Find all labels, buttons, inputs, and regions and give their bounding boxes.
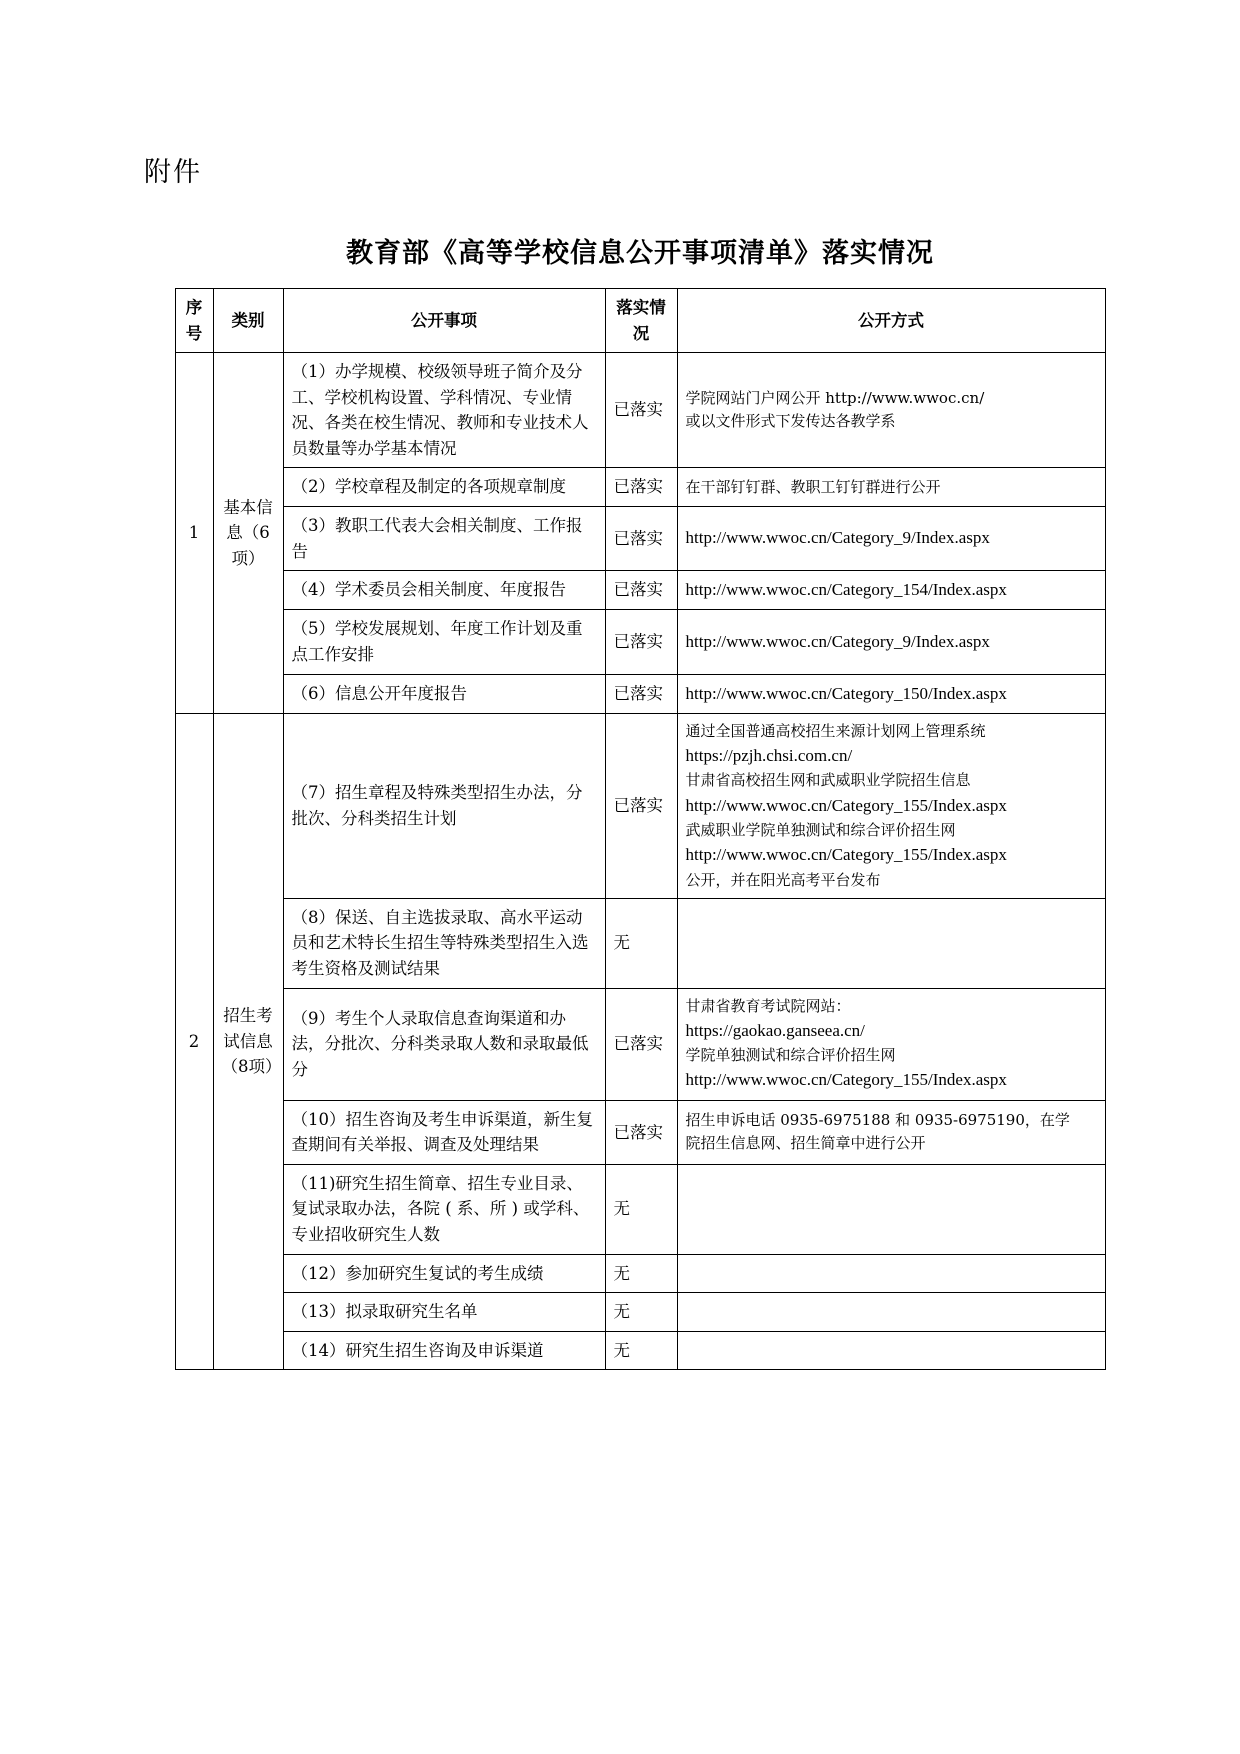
column-header-category: 类别 [213, 289, 283, 353]
method-text: 甘肃省高校招生网和武威职业学院招生信息 [685, 771, 971, 790]
disclosure-item: （4）学术委员会相关制度、年度报告 [283, 571, 605, 610]
column-header-status: 落实情况 [605, 289, 677, 353]
status-badge: 已落实 [605, 713, 677, 898]
disclosure-item: （2）学校章程及制定的各项规章制度 [283, 468, 605, 507]
disclosure-method [677, 468, 1105, 507]
status-badge: 已落实 [605, 674, 677, 713]
disclosure-method [677, 1293, 1105, 1332]
status-badge: 无 [605, 1254, 677, 1293]
table-row [175, 506, 1105, 570]
status-badge: 已落实 [605, 506, 677, 570]
disclosure-item: （13）拟录取研究生名单 [283, 1293, 605, 1332]
column-header-method: 公开方式 [677, 289, 1105, 353]
method-text: 公开，并在阳光高考平台发布 [685, 870, 881, 889]
table-row [175, 353, 1105, 468]
table-header [175, 289, 1105, 353]
status-badge: 已落实 [605, 988, 677, 1100]
table-row [175, 674, 1105, 713]
table-row [175, 1254, 1105, 1293]
disclosure-item: （6）信息公开年度报告 [283, 674, 605, 713]
disclosure-item: （12）参加研究生复试的考生成绩 [283, 1254, 605, 1293]
table-row [175, 571, 1105, 610]
method-text: 通过全国普通高校招生来源计划网上管理系统 [685, 721, 986, 740]
disclosure-item: （5）学校发展规划、年度工作计划及重点工作安排 [283, 610, 605, 674]
status-badge: 已落实 [605, 1100, 677, 1164]
status-badge: 已落实 [605, 571, 677, 610]
disclosure-method [677, 506, 1105, 570]
disclosure-item: （8）保送、自主选拔录取、高水平运动员和艺术特长生招生等特殊类型招生入选考生资格及测试结果 [283, 898, 605, 988]
method-url[interactable]: http://www.wwoc.cn/Category_155/Index.aspx [685, 1070, 1007, 1090]
disclosure-method [677, 1331, 1105, 1370]
row-number: 1 [175, 353, 213, 714]
column-header-item: 公开事项 [283, 289, 605, 353]
table-row [175, 988, 1105, 1100]
row-number: 2 [175, 713, 213, 1369]
disclosure-method [677, 674, 1105, 713]
status-badge: 无 [605, 1164, 677, 1254]
disclosure-item: （1）办学规模、校级领导班子简介及分工、学校机构设置、学科情况、专业情况、各类在校生情况、教师和专业技术人员数量等办学基本情况 [283, 353, 605, 468]
table-row [175, 898, 1105, 988]
method-url[interactable]: http://www.wwoc.cn/Category_155/Index.aspx [685, 845, 1007, 865]
status-badge: 无 [605, 1331, 677, 1370]
disclosure-method [677, 1100, 1105, 1164]
method-url[interactable]: http://www.wwoc.cn/Category_9/Index.aspx [685, 631, 990, 651]
disclosure-item: （9）考生个人录取信息查询渠道和办法，分批次、分科类录取人数和录取最低分 [283, 988, 605, 1100]
method-text: 或以文件形式下发传达各教学系 [685, 412, 896, 431]
row-category: 基本信息（6项） [213, 353, 283, 714]
disclosure-method [677, 610, 1105, 674]
table-row [175, 1331, 1105, 1370]
column-header-no: 序号 [175, 289, 213, 353]
table-row [175, 468, 1105, 507]
method-text: 武威职业学院单独测试和综合评价招生网 [685, 821, 956, 840]
attachment-label: 附件 [144, 157, 202, 188]
disclosure-method [677, 713, 1105, 898]
method-text: 院招生信息网、招生简章中进行公开 [685, 1134, 926, 1153]
disclosure-method [677, 353, 1105, 468]
method-url[interactable]: http://www.wwoc.cn/Category_9/Index.aspx [685, 528, 990, 548]
disclosure-item: （11)研究生招生简章、招生专业目录、复试录取办法，各院 ( 系、所 ) 或学科、专业招收研究生人数 [283, 1164, 605, 1254]
disclosure-method [677, 898, 1105, 988]
status-badge: 已落实 [605, 610, 677, 674]
status-badge: 无 [605, 1293, 677, 1332]
table-row [175, 1100, 1105, 1164]
method-url[interactable]: https://pzjh.chsi.com.cn/ [685, 746, 853, 766]
status-badge: 已落实 [605, 468, 677, 507]
table-row [175, 610, 1105, 674]
method-url[interactable]: https://gaokao.ganseea.cn/ [685, 1020, 865, 1040]
disclosure-item: （14）研究生招生咨询及申诉渠道 [283, 1331, 605, 1370]
table-row [175, 713, 1105, 898]
disclosure-method [677, 988, 1105, 1100]
method-text: 招生申诉电话 0935-6975188 和 0935-6975190，在学 [685, 1111, 1070, 1130]
disclosure-table [175, 288, 1106, 1370]
disclosure-method [677, 571, 1105, 610]
status-badge: 无 [605, 898, 677, 988]
disclosure-item: （7）招生章程及特殊类型招生办法，分批次、分科类招生计划 [283, 713, 605, 898]
table-body [175, 353, 1105, 1370]
method-text: 学院网站门户网公开 http://www.wwoc.cn/ [685, 389, 985, 407]
disclosure-item: （3）教职工代表大会相关制度、工作报告 [283, 506, 605, 570]
method-text: 学院单独测试和综合评价招生网 [685, 1046, 896, 1065]
method-url[interactable]: http://www.wwoc.cn/Category_150/Index.aspx [685, 683, 1007, 703]
method-url[interactable]: http://www.wwoc.cn/Category_155/Index.aspx [685, 795, 1007, 815]
method-text: 在干部钉钉群、教职工钉钉群进行公开 [685, 477, 941, 496]
page-title: 教育部《高等学校信息公开事项清单》落实情况 [346, 238, 934, 269]
table-row [175, 1164, 1105, 1254]
disclosure-method [677, 1164, 1105, 1254]
status-badge: 已落实 [605, 353, 677, 468]
table-row [175, 1293, 1105, 1332]
row-category: 招生考试信息（8项） [213, 713, 283, 1369]
disclosure-method [677, 1254, 1105, 1293]
table-header-row [175, 289, 1105, 353]
method-url[interactable]: http://www.wwoc.cn/Category_154/Index.aspx [685, 580, 1007, 600]
disclosure-item: （10）招生咨询及考生申诉渠道，新生复查期间有关举报、调查及处理结果 [283, 1100, 605, 1164]
method-text: 甘肃省教育考试院网站： [685, 996, 851, 1015]
